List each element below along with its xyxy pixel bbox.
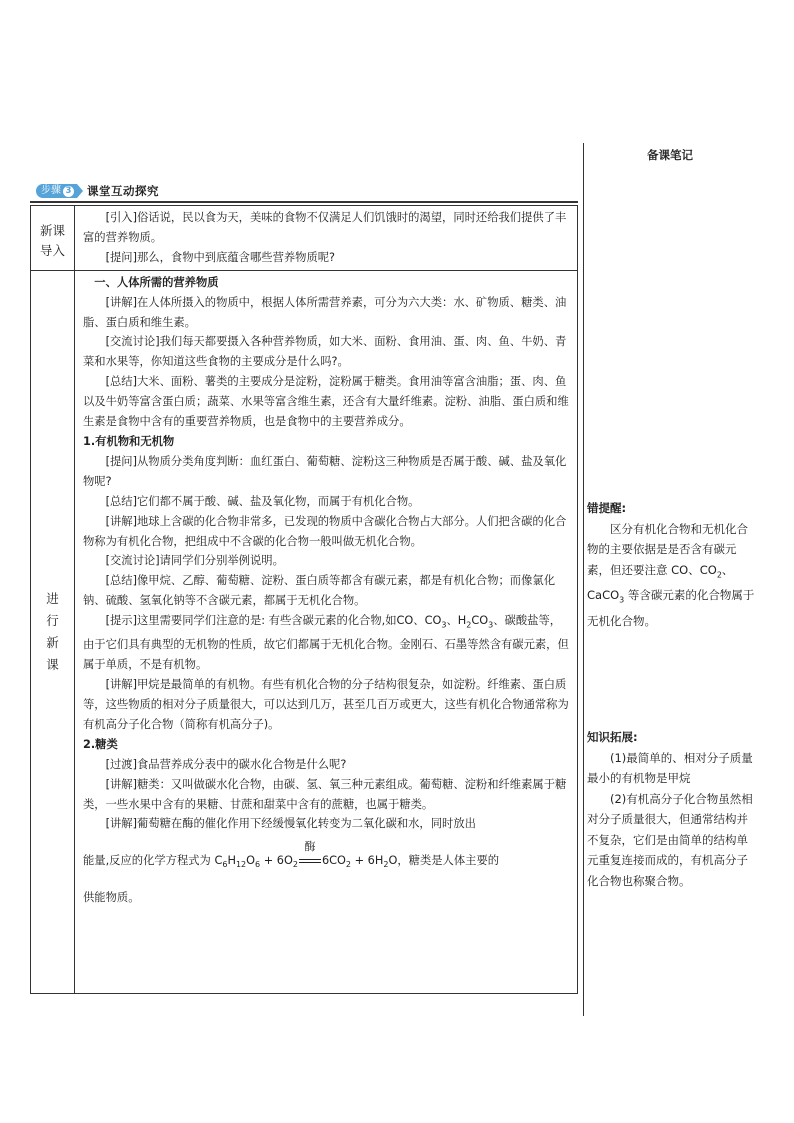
extension-point: (1)最简单的、相对分子质量最小的有机物是甲烷 xyxy=(587,750,753,785)
paragraph: [总结]大米、面粉、薯类的主要成分是淀粉，淀粉属于糖类。食用油等富含油脂；蛋、肉、鱼以及牛奶等富含蛋白质；蔬菜、水果等富含维生素，还含有大量纤维素。淀粉、油脂、蛋白质和维生素是食物中含有的重要营养物质，也是食物中的主要营养成分。 xyxy=(83,375,569,429)
step-badge-label: 步骤 xyxy=(41,185,61,196)
text-run: + 6O xyxy=(260,854,293,868)
paragraph: [交流讨论]我们每天都要摄入各种营养物质，如大米、面粉、食用油、蛋、肉、鱼、牛奶、青菜和水果等，你知道这些食物的主要成分是什么吗?。 xyxy=(83,335,567,369)
lesson-content xyxy=(75,270,578,993)
paragraph: [交流讨论]请同学们分别举例说明。 xyxy=(105,554,284,568)
label-intro-line: 新课 xyxy=(39,223,65,238)
label-lesson-char: 行 xyxy=(46,612,59,628)
extension-title: 知识拓展: xyxy=(587,730,638,744)
paragraph: [总结]它们都不属于酸、碱、盐及氧化物，而属于有机化合物。 xyxy=(105,494,420,508)
subscript: 2 xyxy=(466,620,472,630)
text-run: 、CaCO xyxy=(587,562,734,603)
subsection-heading: 1.有机物和无机物 xyxy=(83,434,175,448)
text-run: ，糖类是人体主要的 xyxy=(397,854,500,868)
row-intro xyxy=(31,206,578,271)
label-lesson-char: 新 xyxy=(46,634,59,650)
step-number: 3 xyxy=(63,186,74,197)
label-lesson-char: 进 xyxy=(46,590,59,606)
subscript: 2 xyxy=(345,860,352,870)
section-heading: 一、人体所需的营养物质 xyxy=(94,275,219,289)
subscript: 6 xyxy=(222,860,228,870)
subscript: 3 xyxy=(488,620,494,630)
intro-paragraph: [引入]俗话说，民以食为天，美味的食物不仅满足人们饥饿时的渴望，同时还给我们提供了丰富的营养物质。 xyxy=(83,211,567,244)
paragraph: [讲解]甲烷是最简单的有机物。有些有机化合物的分子结构很复杂，如淀粉。纤维素、蛋白质等，这些物质的相对分子质量很大，可以达到几万，甚至几百万或更大，这些有机化合物通常称为有机高分子化合物（简称有机高分子)。 xyxy=(83,678,569,731)
text-run: 6CO xyxy=(321,854,346,868)
text-run: 区分有机化合物和无机化合物的主要依据是是否含有碳元素，但还要注意 CO、CO xyxy=(587,521,748,577)
header-rule xyxy=(30,201,578,203)
paragraph: [讲解]地球上含碳的化合物非常多，已发现的物质中含碳化合物占大部分。人们把含碳的化合物称为有机化合物，把组成中不含碳的化合物一般叫做无机化合物。 xyxy=(83,514,567,548)
text-run: 、H xyxy=(446,614,467,628)
text-run: H xyxy=(227,854,236,868)
text-run: 等含碳元素的化合物属于无机化合物。 xyxy=(587,588,755,629)
lesson-table xyxy=(30,205,578,994)
paragraph: [讲解]葡萄糖在酶的催化作用下经缓慢氧化转变为二氧化碳和水，同时放出 xyxy=(105,817,476,831)
subscript: 6 xyxy=(255,860,261,870)
extension-point: (2)有机高分子化合物虽然相对分子质量很大，但通常结构并不复杂，它们是由简单的结构单元重复连接而成的，有机高分子化合物也称聚合物。 xyxy=(587,791,753,888)
step-title: 课堂互动探究 xyxy=(87,184,159,198)
text-run: CO xyxy=(471,614,489,628)
intro-paragraph: [提问]那么，食物中到底蕴含哪些营养物质呢? xyxy=(105,250,336,264)
paragraph-formula xyxy=(83,611,571,675)
paragraph: [过渡]食品营养成分表中的碳水化合物是什么呢? xyxy=(105,757,347,771)
label-intro-line: 导入 xyxy=(39,243,65,258)
text-run: + 6H xyxy=(351,854,384,868)
text-run: 、碳酸盐等，由于它们具有典型的无机物的性质，故它们都属于无机化合物。金刚石、石墨等然含有碳元素，但属于单质，不是有机物。 xyxy=(83,614,569,672)
text-run: O xyxy=(388,854,398,868)
reaction-arrow xyxy=(298,838,322,874)
intro-content xyxy=(75,206,578,271)
subscript: 3 xyxy=(619,595,625,605)
text-run: 能量,反应的化学方程式为 C xyxy=(83,854,223,868)
paragraph: [提问]从物质分类角度判断：血红蛋白、葡萄糖、淀粉这三种物质是否属于酸、碱、盐及氧化物呢? xyxy=(83,454,567,488)
step-badge-arrow xyxy=(77,184,83,198)
notes-header: 备课笔记 xyxy=(647,148,693,162)
paragraph: [讲解]糖类：又叫做碳水化合物，由碳、氢、氧三种元素组成。葡萄糖、淀粉和纤维素属于糖类，一些水果中含有的果糖、甘蔗和甜菜中含有的蔗糖，也属于糖类。 xyxy=(83,777,567,811)
warning-body xyxy=(587,519,757,632)
step-header xyxy=(36,183,159,199)
subsection-heading: 2.糖类 xyxy=(83,737,118,751)
reaction-condition: 酶 xyxy=(304,840,316,854)
subscript: 12 xyxy=(235,860,247,870)
paragraph: [讲解]在人体所摄入的物质中，根据人体所需营养素，可分为六大类：水、矿物质、糖类、油脂、蛋白质和维生素。 xyxy=(83,295,567,329)
row-lesson xyxy=(31,270,578,993)
label-lesson-char: 课 xyxy=(46,656,59,672)
text-run: O xyxy=(246,854,256,868)
subscript: 2 xyxy=(716,569,722,579)
warning-note xyxy=(587,498,757,632)
paragraph: 供能物质。 xyxy=(83,891,140,905)
extension-note xyxy=(587,727,757,891)
step-badge xyxy=(36,184,77,198)
chemical-equation xyxy=(83,838,571,878)
subscript: 2 xyxy=(383,860,389,870)
notes-divider xyxy=(583,143,584,1016)
label-lesson xyxy=(31,270,75,993)
paragraph: [总结]像甲烷、乙醇、葡萄糖、淀粉、蛋白质等都含有碳元素，都是有机化合物；而像氯化钠、硫酸、氢氧化钠等不含碳元素，都属于无机化合物。 xyxy=(83,574,555,608)
text-run: [提示]这里需要同学们注意的是: 有些含碳元素的化合物,如CO、CO xyxy=(105,614,442,628)
label-intro xyxy=(31,206,75,271)
subscript: 2 xyxy=(292,860,298,870)
subscript: 3 xyxy=(441,620,447,630)
warning-title: 错提醒: xyxy=(587,501,627,515)
